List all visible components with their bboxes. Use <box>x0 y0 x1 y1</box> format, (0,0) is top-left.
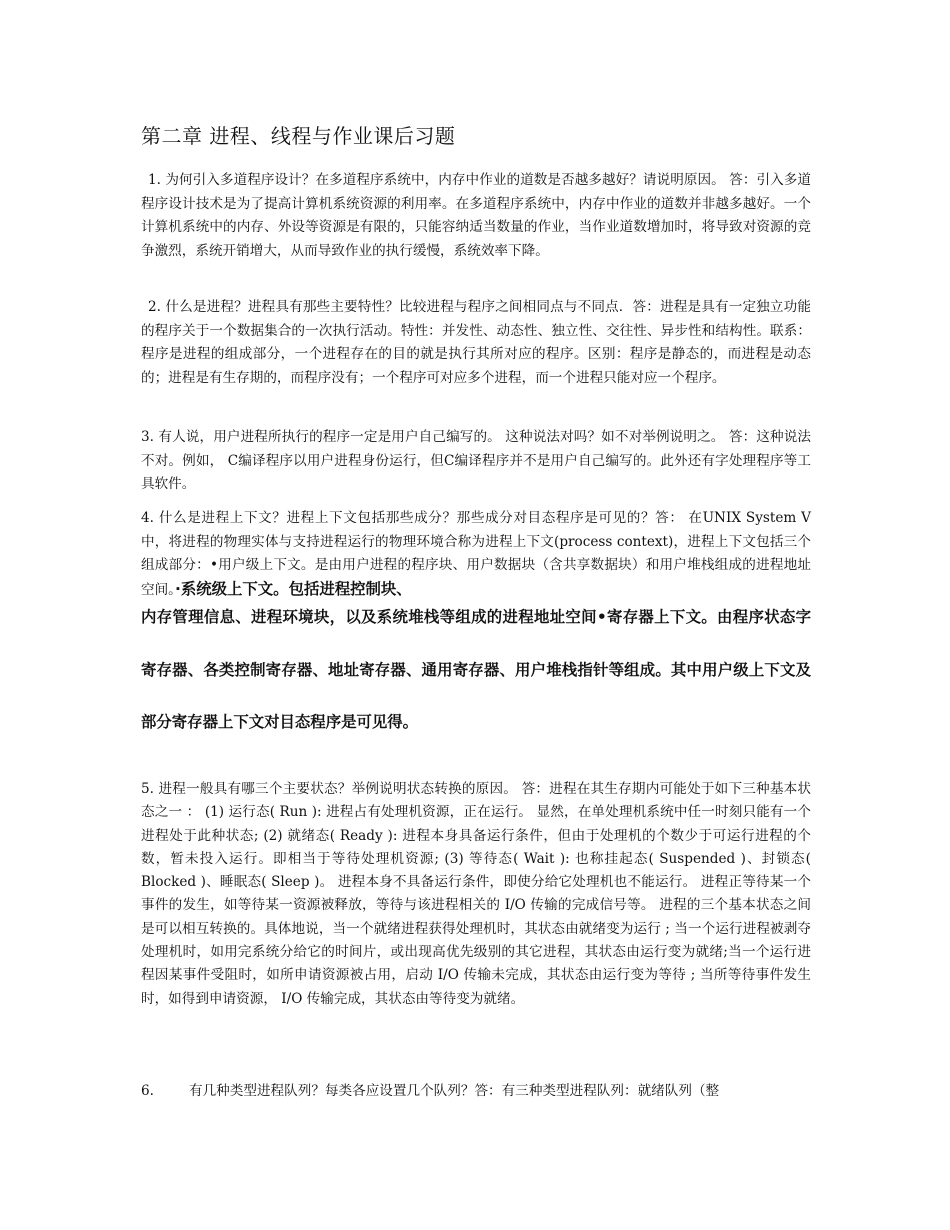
paragraph-question-1: 1. 为何引入多道程序设计？在多道程序系统中，内存中作业的道数是否越多越好？请说明原因。 答：引入多道程序设计技术是为了提高计算机系统资源的利用率。在多道程序系统中，内存中作业的道数并非越多越好。一个计算机系统中的内存、外设等资源是有限的，只能容纳适当数量的作业，当作业道数增加时，将导致对资源的竞争激烈，系统开销增大，从而导致作业的执行缓慢，系统效率下降。 <box>141 172 811 259</box>
question-6-text: 有几种类型进程队列？每类各应设置几个队列？答：有三种类型进程队列：就绪队列（整 <box>189 1083 720 1099</box>
paragraph-question-4-bold-inline: ·系统级上下文。包括进程控制块、 <box>174 579 412 598</box>
paragraph-question-4-bold: 内存管理信息、进程环境块，以及系统堆栈等组成的进程地址空间•寄存器上下文。由程序状态字寄存器、各类控制寄存器、地址寄存器、通用寄存器、用户堆栈指针等组成。其中用户级上下文及部分寄存器上下文对目态程序是可见得。 <box>141 608 811 731</box>
document-title: 第二章 进程、线程与作业课后习题 <box>141 124 456 148</box>
paragraph-question-4-text: 4. 什么是进程上下文？进程上下文包括那些成分？那些成分对目态程序是可见的？答： 在UNIX System V中，将进程的物理实体与支持进程运行的物理环境合称为进程上下文(process context)，进程上下文包括三个组成部分：•用户级上下文。是由用户进程的程序块、用户数据块（含共享数据块）和用户堆栈组成的进程地址空间。 <box>141 510 811 598</box>
paragraph-question-3: 3. 有人说，用户进程所执行的程序一定是用户自己编写的。 这种说法对吗？如不对举例说明之。 答：这种说法不对。例如， C编译程序以用户进程身份运行，但C编译程序并不是用户自己编写的。此外还有字处理程序等工具软件。 <box>141 429 811 492</box>
paragraph-question-6 <box>141 1080 813 1104</box>
paragraph-question-5: 5. 进程一般具有哪三个主要状态？举例说明状态转换的原因。 答：进程在其生存期内可能处于如下三种基本状态之一 ： (1) 运行态( Run ): 进程占有处理机资源，正在运行。 显然，在单处理机系统中任一时刻只能有一个进程处于此种状态; (2) 就绪态( Ready ): 进程本身具备运行条件，但由于处理机的个数少于可运行进程的个数，暂未投入运行。即相当于等待处理机资源; (3) 等待态( Wait ): 也称挂起态( Suspended )、封锁态( Blocked )、睡眠态( Sleep )。 进程本身不具备运行条件，即使分给它处理机也不能运行。 进程正等待某一个事件的发生，如等待某一资源被释放，等待与该进程相关的 I/O 传输的完成信号等。 进程的三个基本状态之间是可以相互转换的。具体地说，当一个就绪进程获得处理机时，其状态由就绪变为运行 ; 当一个运行进程被剥夺处理机时，如用完系统分给它的时间片，或出现高优先级别的其它进程，其状态由运行变为就绪;当一个运行进程因某事件受阻时，如所申请资源被占用，启动 I/O 传输未完成，其状态由运行变为等待 ; 当所等待事件发生时，如得到申请资源， I/O 传输完成，其状态由等待变为就绪。 <box>141 781 811 1007</box>
question-6-number: 6. <box>141 1083 154 1099</box>
paragraph-question-4 <box>141 507 811 602</box>
paragraph-question-2: 2. 什么是进程？进程具有那些主要特性？比较进程与程序之间相同点与不同点．答：进程是具有一定独立功能的程序关于一个数据集合的一次执行活动。特性：并发性、动态性、独立性、交往性、异步性和结构性。联系：程序是进程的组成部分，一个进程存在的目的就是执行其所对应的程序。区别：程序是静态的，而进程是动态的；进程是有生存期的，而程序没有；一个程序可对应多个进程，而一个进程只能对应一个程序。 <box>141 299 811 386</box>
